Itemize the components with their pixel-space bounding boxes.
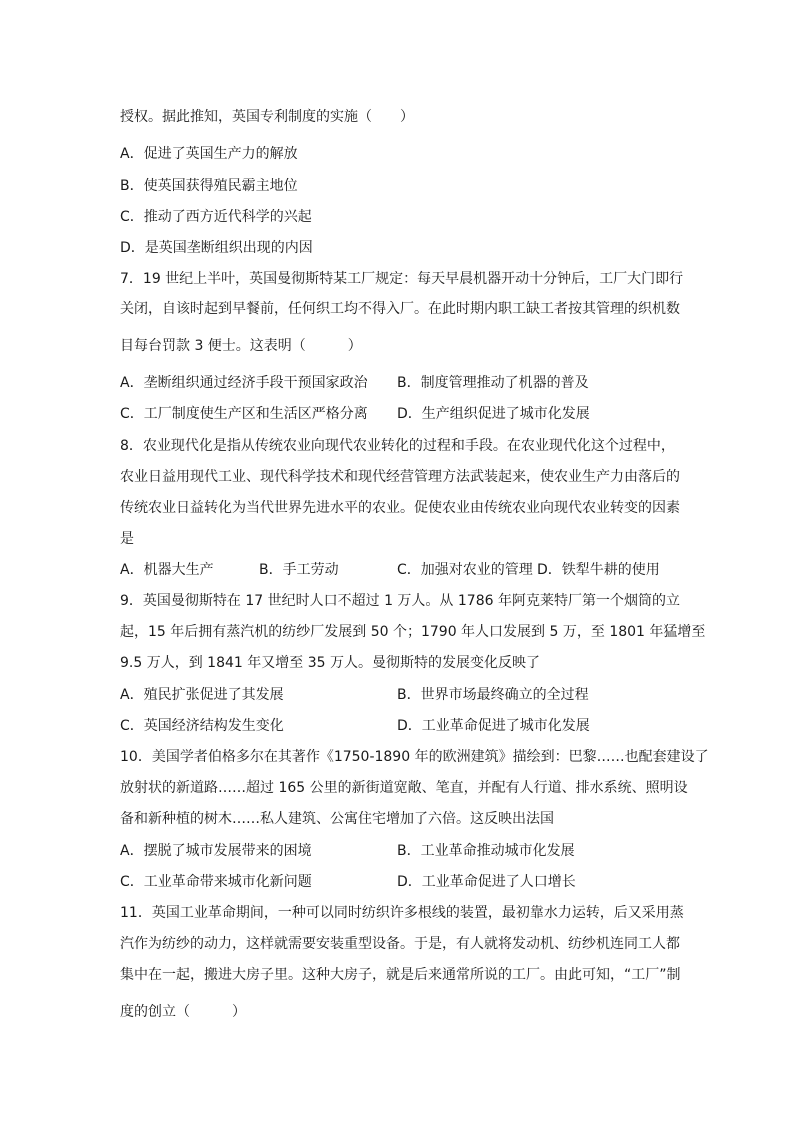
q8-option-c: C．加强对农业的管理 [397, 562, 533, 578]
q6-option-a: A．促进了英国生产力的解放 [120, 146, 298, 162]
q9-stem-line1: 9．英国曼彻斯特在 17 世纪时人口不超过 1 万人。从 1786 年阿克莱特厂第一个烟筒的立 [120, 593, 680, 609]
q10-stem-line1: 10．美国学者伯格多尔在其著作《1750-1890 年的欧洲建筑》描绘到：巴黎……也配套建设了 [120, 749, 709, 765]
q7-option-d: D．生产组织促进了城市化发展 [397, 406, 590, 422]
q10-option-d: D．工业革命促进了人口增长 [397, 874, 576, 890]
q10-option-c: C．工业革命带来城市化新问题 [120, 874, 312, 890]
q7-option-c: C．工厂制度使生产区和生活区严格分离 [120, 406, 368, 422]
q6-stem-end: 授权。据此推知，英国专利制度的实施（ ） [120, 109, 414, 125]
q9-option-b: B．世界市场最终确立的全过程 [397, 687, 589, 703]
q6-option-d: D．是英国垄断组织出现的内因 [120, 240, 313, 256]
q8-stem-line3: 传统农业日益转化为当代世界先进水平的农业。促使农业由传统农业向现代农业转变的因素 [120, 500, 680, 516]
q6-option-b: B．使英国获得殖民霸主地位 [120, 178, 298, 194]
q7-stem-line1: 7．19 世纪上半叶，英国曼彻斯特某工厂规定：每天早晨机器开动十分钟后，工厂大门即行 [120, 271, 684, 287]
q9-stem-line2: 起，15 年后拥有蒸汽机的纺纱厂发展到 50 个；1790 年人口发展到 5 万，至 1801 年猛增至 [120, 624, 706, 640]
q8-option-b: B．手工劳动 [259, 562, 339, 578]
q6-option-c: C．推动了西方近代科学的兴起 [120, 209, 312, 225]
q9-option-c: C．英国经济结构发生变化 [120, 718, 284, 734]
q8-stem-line4: 是 [120, 531, 134, 547]
q10-option-b: B．工业革命推动城市化发展 [397, 843, 575, 859]
q11-stem-line3: 集中在一起，搬进大房子里。这种大房子，就是后来通常所说的工厂。由此可知，“工厂”制 [120, 967, 681, 983]
q9-stem-line3: 9.5 万人，到 1841 年又增至 35 万人。曼彻斯特的发展变化反映了 [120, 655, 540, 671]
q7-stem-line3: 目每台罚款 3 便士。这表明（ ） [120, 338, 362, 354]
q8-stem-line1: 8．农业现代化是指从传统农业向现代农业转化的过程和手段。在农业现代化这个过程中， [120, 438, 675, 454]
q11-stem-line2: 汽作为纺纱的动力，这样就需要安装重型设备。于是，有人就将发动机、纺纱机连同工人都 [120, 936, 680, 952]
q8-option-a: A．机器大生产 [120, 562, 214, 578]
q7-stem-line2: 关闭，自该时起到早餐前，任何织工均不得入厂。在此时期内职工缺工者按其管理的织机数 [120, 301, 680, 317]
q10-stem-line2: 放射状的新道路……超过 165 公里的新街道宽敞、笔直，并配有人行道、排水系统、照明设 [120, 780, 688, 796]
q7-option-a: A．垄断组织通过经济手段干预国家政治 [120, 375, 368, 391]
q9-option-a: A．殖民扩张促进了其发展 [120, 687, 284, 703]
q10-option-a: A．摆脱了城市发展带来的困境 [120, 843, 312, 859]
q7-option-b: B．制度管理推动了机器的普及 [397, 375, 589, 391]
q10-stem-line3: 备和新种植的树木……私人建筑、公寓住宅增加了六倍。这反映出法国 [120, 811, 554, 827]
q11-stem-line1: 11．英国工业革命期间，一种可以同时纺织许多根线的装置，最初靠水力运转，后又采用蒸 [120, 905, 684, 921]
q11-stem-line4: 度的创立（ ） [120, 1004, 246, 1020]
q9-option-d: D．工业革命促进了城市化发展 [397, 718, 590, 734]
q8-option-d: D．铁犁牛耕的使用 [537, 562, 660, 578]
q8-stem-line2: 农业日益用现代工业、现代科学技术和现代经营管理方法武装起来，使农业生产力由落后的 [120, 469, 680, 485]
